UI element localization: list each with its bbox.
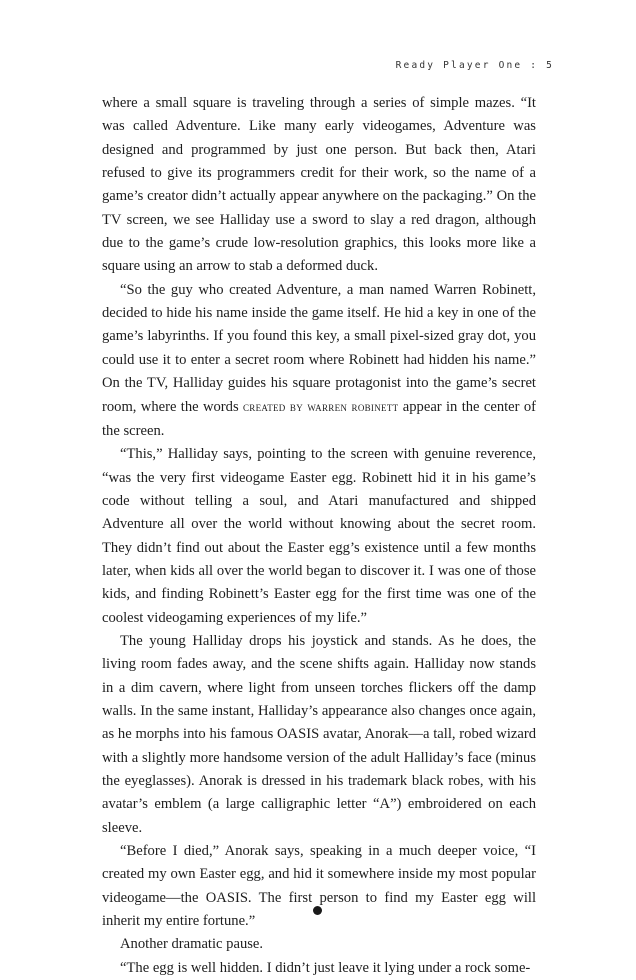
small-caps-credit: created by warren robinett: [242, 399, 399, 415]
paragraph-3: “This,” Halliday says, pointing to the screen with genuine reverence, “was the very first videogame Easter egg. Robinett hid it in his game’s code without telling a soul, and Atari manufactured and shipped Adventure all over the world without knowing about the secret room. They didn’t find out about the Easter egg’s existence until a few months later, when kids all over the world began to discover it. I was one of those kids, and finding Robinett’s Easter egg for the first time was one of the coolest videogaming experiences of my life.”: [102, 446, 536, 626]
paragraph-6: Another dramatic pause.: [120, 936, 264, 953]
paragraph-4: The young Halliday drops his joystick and stands. As he does, the living room fades away, and the scene shifts again. Halliday now stands in a dim cavern, where light from unseen torches flickers off the damp walls. In the same instant, Halliday’s appearance also changes once again, as he morphs into his famous OASIS avatar, Anorak—a tall, robed wizard with a slightly more handsome version of the adult Halliday’s face (minus the eyeglasses). Anorak is dressed in his trademark black robes, with his avatar’s emblem (a large calligraphic letter “A”) embroidered on each sleeve.: [102, 632, 536, 836]
body-text: [102, 92, 536, 980]
paragraph-2: [102, 279, 536, 443]
paragraph-1: where a small square is traveling through a series of simple mazes. “It was called Adventure. Like many early videogames, Adventure was designed and programmed by just one person. But back then, Atari refused to give its programmers credit for their work, so the name of a game’s creator didn’t actually appear anywhere on the packaging.” On the TV screen, we see Halliday use a sword to slay a red dragon, although due to the game’s crude low-resolution graphics, this looks more like a square using an arrow to stab a deformed duck.: [102, 95, 536, 275]
paragraph-2-end: appear in the center of the screen.: [102, 399, 537, 439]
running-head: Ready Player One : 5: [395, 60, 554, 71]
paragraph-5: “Before I died,” Anorak says, speaking in a much deeper voice, “I created my own Easter egg, and hid it somewhere inside my most popular videogame—the OASIS. The first person to find my Easter egg will inherit my entire fortune.”: [102, 843, 536, 930]
paragraph-2-start: “So the guy who created Adventure, a man named Warren Robinett, decided to hide his name inside the game itself. He hid a key in one of the game’s labyrinths. If you found this key, a small pixel-sized gray dot, you could use it to enter a secret room where Robinett had hidden his name.” On the TV, Halliday guides his square protagonist into the game’s secret room, where the words: [102, 281, 536, 416]
paragraph-7: “The egg is well hidden. I didn’t just leave it lying under a rock some-: [120, 959, 531, 976]
folio-dot-ornament: [313, 906, 322, 915]
